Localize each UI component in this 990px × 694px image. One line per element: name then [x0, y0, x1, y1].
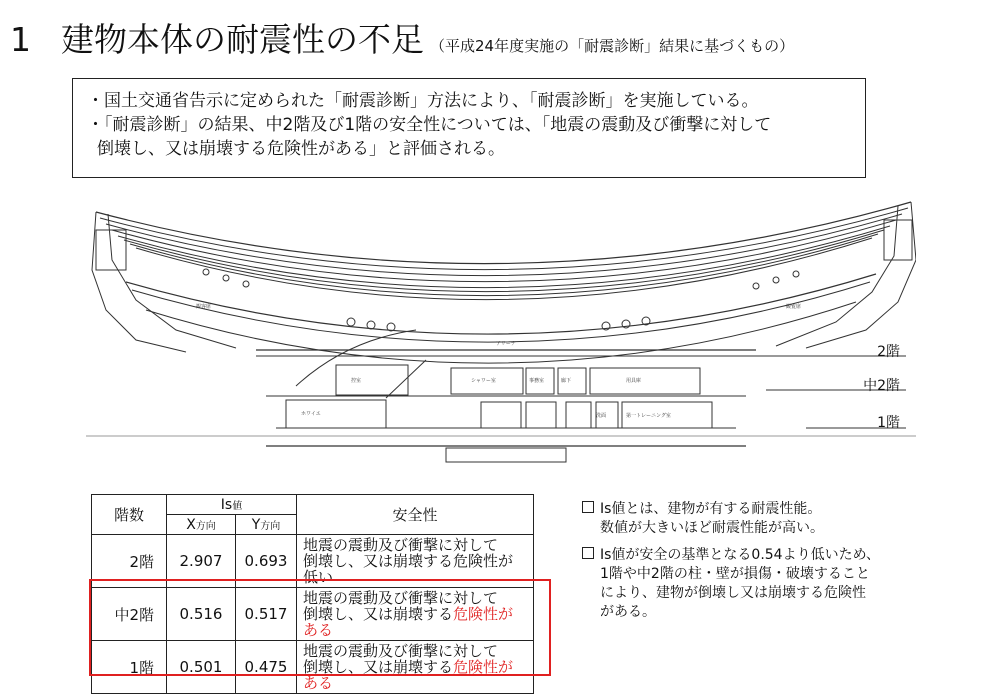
title-subtitle: （平成24年度実施の「耐震診断」結果に基づくもの） [430, 37, 795, 55]
header-floor: 階数 [92, 495, 167, 535]
note-item: Is値とは、建物が有する耐震性能。 数値が大きいほど耐震性能が高い。 [582, 500, 962, 538]
summary-line-3: 倒壊し、又は崩壊する危険性がある」と評価される。 [97, 139, 505, 159]
row-safety: 地震の震動及び衝撃に対して 倒壊し、又は崩壊する危険性がある [297, 588, 534, 641]
row-x-value: 2.907 [167, 535, 236, 588]
room-label-shower: シャワー室 [471, 378, 496, 384]
row-x-value: 0.501 [167, 641, 236, 694]
building-section-drawing [86, 190, 916, 480]
header-is: Is値 [167, 495, 297, 515]
summary-line-2: ・「耐震診断」の結果、中2階及び1階の安全性については、「地震の震動及び衝撃に対して [87, 115, 772, 135]
row-floor: 1階 [92, 641, 167, 694]
summary-line-1: ・国土交通省告示に定められた「耐震診断」方法により、「耐震診断」を実施している。 [87, 91, 759, 111]
room-label-washroom: 洗面 [596, 413, 607, 419]
note-item: Is値が安全の基準となる0.54より低いため、 1階や中2階の柱・壁が損傷・破壊すること により、建物が倒壊し又は崩壊する危険性 がある。 [582, 546, 962, 622]
is-value-table [91, 494, 534, 694]
row-floor: 2階 [92, 535, 167, 588]
row-y-value: 0.517 [236, 588, 297, 641]
row-x-value: 0.516 [167, 588, 236, 641]
header-y: Y方向 [236, 515, 297, 535]
row-y-value: 0.693 [236, 535, 297, 588]
row-safety: 地震の震動及び衝撃に対して 倒壊し、又は崩壊する危険性がある [297, 641, 534, 694]
checkbox-icon [582, 501, 594, 513]
room-label-seats-left: 観客席 [196, 304, 212, 310]
room-label-corridor: 廊下 [561, 378, 572, 384]
header-safety: 安全性 [297, 495, 534, 535]
table-row [92, 641, 534, 694]
room-label-storage: 用具庫 [626, 378, 642, 384]
summary-box [72, 78, 866, 178]
section-number: 1 [10, 20, 31, 59]
row-safety: 地震の震動及び衝撃に対して 倒壊し、又は崩壊する危険性が低い [297, 535, 534, 588]
room-label-seats-right: 観覧席 [786, 304, 802, 310]
page-title [10, 14, 794, 61]
room-label-locker: 控室 [351, 378, 362, 384]
header-x: X方向 [167, 515, 236, 535]
table-row [92, 535, 534, 588]
row-floor: 中2階 [92, 588, 167, 641]
room-label-foyer: ホワイエ [301, 411, 321, 417]
room-label-training: 第一トレーニング室 [626, 413, 671, 419]
table-row [92, 588, 534, 641]
row-y-value: 0.475 [236, 641, 297, 694]
title-main: 建物本体の耐震性の不足 [61, 20, 424, 59]
room-label-office: 事務室 [529, 378, 545, 384]
room-label-arena: アリーナ [496, 341, 516, 347]
notes [582, 500, 962, 630]
floor-label-1f: 1階 [877, 415, 900, 431]
checkbox-icon [582, 547, 594, 559]
floor-label-m2f: 中2階 [863, 378, 900, 394]
floor-label-2f: 2階 [877, 344, 900, 360]
